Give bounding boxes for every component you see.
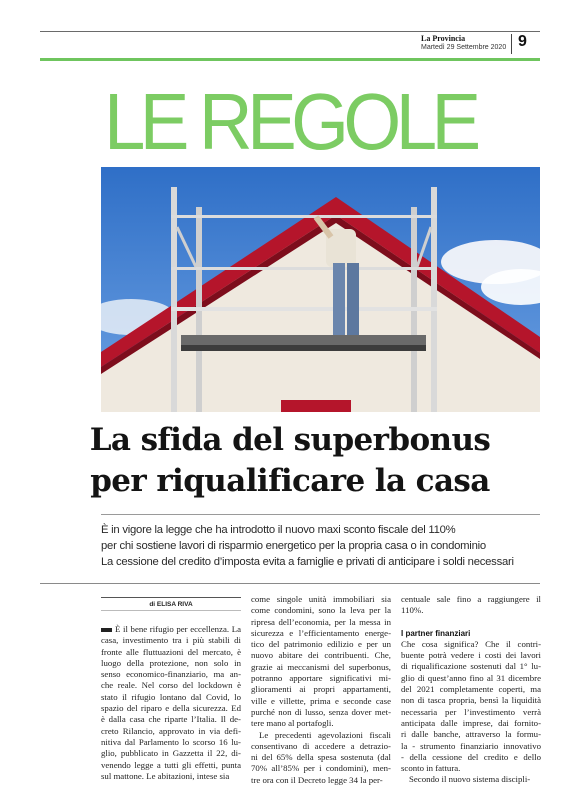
scaffold-pole bbox=[171, 187, 177, 412]
article-line: 110%. bbox=[401, 605, 424, 616]
article-line: non di tasca propria, bensì la liquidità bbox=[401, 695, 541, 706]
scaffold-rail bbox=[171, 307, 437, 311]
article-line: senso economico-finanziario, ma an- bbox=[101, 669, 241, 680]
article-line: spazio del riparo e della sicurezza. Ed bbox=[101, 703, 241, 714]
article-column-2 bbox=[251, 594, 391, 786]
article-line: necessaria per l’investimento verrà bbox=[401, 706, 541, 717]
byline-rule bbox=[101, 597, 241, 598]
article-line: glio di quest’anno fino al 31 dicembre bbox=[401, 672, 541, 683]
article-line: potranno apportare significativi mi- bbox=[251, 673, 391, 684]
worker-leg bbox=[333, 263, 345, 335]
section-accent-rule bbox=[40, 58, 540, 61]
masthead bbox=[421, 34, 511, 52]
article-line: È il bene rifugio per eccellenza. La bbox=[101, 624, 241, 635]
article-column-1 bbox=[101, 594, 241, 782]
column-body bbox=[251, 594, 391, 786]
subtitle bbox=[101, 522, 546, 570]
article-line: la - strumento finanziario innovativo bbox=[401, 740, 541, 751]
article-line: ripresa dell’economia, per la messa in bbox=[251, 616, 391, 627]
scaffold-rail bbox=[171, 215, 437, 218]
article-line: venendo legge a tutti gli effetti, punta bbox=[101, 759, 241, 770]
paragraph-gap bbox=[401, 617, 541, 628]
article-line: sconto in fattura. bbox=[401, 763, 461, 774]
article-line: glio, pubblicato in Gazzetta il 22, di- bbox=[101, 748, 241, 759]
subtitle-line: La cessione del credito d’imposta evita a famiglie e privati di anticipare i soldi necessari bbox=[101, 556, 514, 568]
article-line: glioramenti ai propri appartamenti, bbox=[251, 684, 391, 695]
publication-date: Martedì 29 Settembre 2020 bbox=[421, 44, 507, 51]
article-line: Secondo il nuovo sistema discipli- bbox=[409, 774, 531, 785]
article-line: creto Rilancio, approvato in via defi- bbox=[101, 725, 241, 736]
article-line: luogo della protezione, non solo in bbox=[101, 657, 241, 668]
article-line: sul mattone. Le abitazioni, intese sia bbox=[101, 770, 230, 781]
scaffold-pole bbox=[431, 187, 437, 412]
article-line: ri dalle banche, attraverso la formu- bbox=[401, 729, 541, 740]
article-line: come singole unità immobiliari sia bbox=[251, 594, 391, 604]
article-line: grazie ai meccanismi del superbonus, bbox=[251, 661, 391, 672]
page-number: 9 bbox=[518, 33, 527, 50]
article-line: anticipata dalle imprese, dai fornito- bbox=[401, 717, 541, 728]
article-line: sicurezza e l’efficientamento energe- bbox=[251, 627, 391, 638]
headline-line: per riqualificare la casa bbox=[90, 463, 490, 499]
article-line: buente potrà vedere i costi dei lavori bbox=[401, 650, 541, 661]
article-photo bbox=[101, 167, 540, 412]
article-line: purché non di lusso, senza dover met- bbox=[251, 706, 391, 717]
column-body bbox=[401, 639, 541, 786]
photo-illustration bbox=[101, 167, 540, 412]
subtitle-line: per chi sostiene lavori di risparmio energetico per la propria casa o in condominio bbox=[101, 540, 486, 552]
scaffold-rail bbox=[171, 267, 437, 270]
article-line: stato il rifugio lontano dal Covid, lo bbox=[101, 691, 241, 702]
headline-line: La sfida del superbonus bbox=[89, 422, 491, 458]
article-line: centuale sale fino a raggiungere il bbox=[401, 594, 541, 604]
scaffold-platform-edge bbox=[181, 345, 426, 351]
article-line: è dalla casa che riparte l’Italia. Il de- bbox=[101, 714, 241, 725]
byline: di ELISA RIVA bbox=[149, 601, 193, 608]
column-body bbox=[101, 624, 241, 782]
article-line: consentivano di accedere a detrazio- bbox=[251, 740, 391, 751]
lead-marker-icon bbox=[101, 628, 112, 632]
article-line: tico del patrimonio edilizio e per un bbox=[251, 639, 391, 650]
article-top-rule bbox=[40, 583, 540, 584]
subtitle-rule bbox=[101, 514, 540, 515]
article-line: fronte alle fluttuazioni del mercato, è bbox=[101, 646, 241, 657]
worker-leg bbox=[347, 263, 359, 335]
article-line: 70% all’85% per i condomini), men- bbox=[251, 763, 391, 774]
article-line: come condomini, sono la leva per la bbox=[251, 605, 391, 616]
header-divider bbox=[511, 34, 512, 54]
byline-rule bbox=[101, 610, 241, 611]
headline bbox=[40, 420, 540, 502]
article-line: Le precedenti agevolazioni fiscali bbox=[259, 729, 391, 740]
article-line: tre ora con il Decreto legge 34 la per- bbox=[251, 774, 383, 785]
article-line: tere mano al portafogli. bbox=[251, 718, 334, 729]
article-line: di riqualificazione sostenuti dal 1° lu- bbox=[401, 661, 541, 672]
article-line: casa, investimento tra i più stabili di bbox=[101, 635, 241, 646]
article-line: nitiva dal Parlamento lo scorso 16 lu- bbox=[101, 736, 241, 747]
section-title: LE REGOLE bbox=[104, 77, 476, 166]
article-line: del 2021 completamente coperti, ma bbox=[401, 684, 541, 695]
article-line: che reale. Nel corso del lockdown è bbox=[101, 680, 241, 691]
article-line: nuovo abitare dei contribuenti. Che, bbox=[251, 650, 391, 661]
article-line: ni del 65% della spesa sostenuta (dal bbox=[251, 752, 391, 763]
header-top-rule bbox=[40, 31, 540, 32]
article-column-3 bbox=[401, 594, 541, 786]
subtitle-line: È in vigore la legge che ha introdotto il nuovo maxi sconto fiscale del 110% bbox=[101, 524, 456, 536]
column-body bbox=[401, 594, 541, 617]
subhead: I partner finanziari bbox=[401, 628, 471, 638]
article-line: Che cosa significa? Che il contri- bbox=[401, 638, 541, 649]
window-frame bbox=[281, 400, 351, 412]
article-line: - della cessione del credito e dello bbox=[401, 751, 541, 762]
publication-name: La Provincia bbox=[421, 34, 466, 43]
article-line: ville e villette, prima e seconde case bbox=[251, 695, 391, 706]
